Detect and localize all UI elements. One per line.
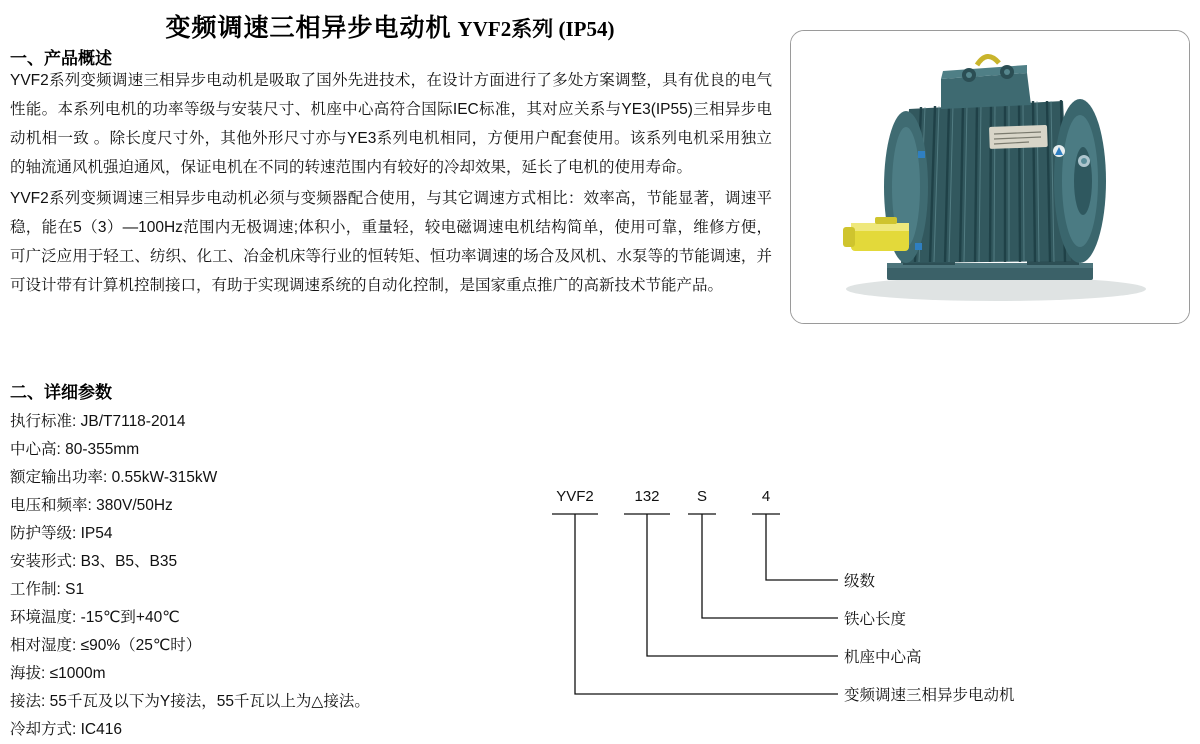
- model-code-segment-frame-size: 132: [634, 488, 660, 505]
- spec-row: 电压和频率: 380V/50Hz: [10, 497, 173, 514]
- model-code-label-core-length: 铁心长度: [844, 611, 907, 628]
- page-title: [0, 8, 780, 44]
- spec-row: 工作制: S1: [10, 581, 85, 598]
- spec-row: 防护等级: IP54: [10, 525, 113, 542]
- model-code-label-series: 变频调速三相异步电动机: [844, 687, 1015, 704]
- spec-row: 相对湿度: ≤90%（25℃时）: [10, 637, 202, 654]
- section-heading-parameters: 二、详细参数: [10, 383, 112, 403]
- motor-illustration: [791, 31, 1189, 323]
- model-code-diagram: [520, 488, 1190, 720]
- product-photo-panel: [790, 30, 1190, 324]
- spec-row: 额定输出功率: 0.55kW-315kW: [10, 469, 218, 486]
- spec-row: 环境温度: -15℃到+40℃: [10, 609, 180, 626]
- overview-paragraph: YVF2系列变频调速三相异步电动机必须与变频器配合使用，与其它调速方式相比：效率高，节能显著，调速平稳，能在5（3）—100Hz范围内无极调速;体积小，重量轻，较电磁调速电机结构简单，使用可靠，维修方便，可广泛应用于轻工、纺织、化工、冶金机床等行业的恒转矩、恒功率调速的场合及风机、水泵等的节能调速，并可设计带有计算机控制接口，有助于实现调速系统的自动化控制，是国家重点推广的高新技术节能产品。: [10, 190, 772, 294]
- page-title-sub: YVF2系列 (IP54): [457, 17, 615, 41]
- model-code-segment-series: YVF2: [556, 488, 594, 505]
- spec-row: 中心高: 80-355mm: [10, 441, 140, 458]
- spec-row: 安装形式: B3、B5、B35: [10, 553, 178, 570]
- overview-paragraph: YVF2系列变频调速三相异步电动机是吸取了国外先进技术，在设计方面进行了多处方案调整，具有优良的电气性能。本系列电机的功率等级与安装尺寸、机座中心高符合国际IEC标准，其对应关系与YE3(IP55)三相异步电动机相一致 。除长度尺寸外，其他外形尺寸亦与YE3系列电机相同，方便用户配套使用。该系列电机采用独立的轴流通风机强迫通风，保证电机在不同的转速范围内有较好的冷却效果，延长了电机的使用寿命。: [10, 72, 772, 176]
- spec-row: 接法: 55千瓦及以下为Y接法，55千瓦以上为△接法。: [10, 693, 370, 710]
- model-code-segment-poles: 4: [761, 488, 771, 505]
- section-heading-overview: 一、产品概述: [10, 49, 112, 69]
- spec-row: 执行标准: JB/T7118-2014: [10, 413, 186, 430]
- overview-text-block: [10, 66, 772, 302]
- model-code-label-poles: 级数: [844, 573, 876, 590]
- model-code-label-frame-height: 机座中心高: [844, 649, 922, 666]
- spec-row: 海拔: ≤1000m: [10, 665, 106, 682]
- model-code-segment-core-length: S: [696, 488, 707, 505]
- page-title-main: 变频调速三相异步电动机: [165, 13, 452, 42]
- spec-list: [10, 408, 510, 744]
- spec-row: 冷却方式: IC416: [10, 721, 122, 738]
